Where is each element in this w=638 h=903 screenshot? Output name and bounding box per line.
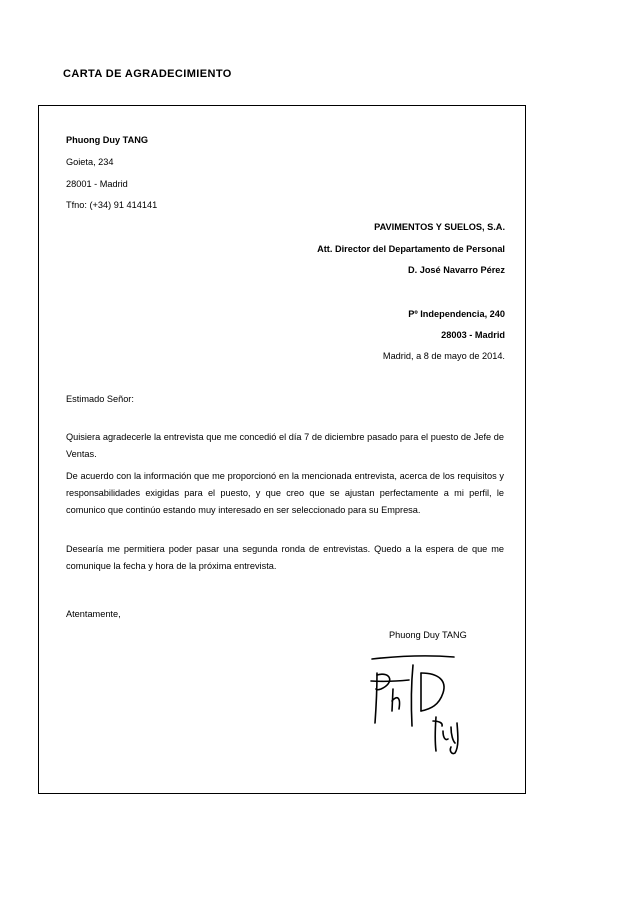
sender-phone: Tfno: (+34) 91 414141 (66, 200, 158, 210)
letter-frame (38, 105, 526, 794)
handwritten-signature (369, 651, 469, 756)
recipient-attention: Att. Director del Departamento de Personal (317, 244, 505, 254)
sender-name: Phuong Duy TANG (66, 135, 148, 145)
sender-city: 28001 - Madrid (66, 179, 128, 189)
closing: Atentamente, (66, 609, 121, 619)
salutation: Estimado Señor: (66, 394, 134, 404)
recipient-company: PAVIMENTOS Y SUELOS, S.A. (374, 222, 505, 232)
date-line: Madrid, a 8 de mayo de 2014. (382, 351, 505, 361)
sender-street: Goieta, 234 (66, 157, 114, 167)
body-paragraph-2: De acuerdo con la información que me proporcionó en la mencionada entrevista, acerca de los requisitos y responsabilidades exigidas para el puesto, y que creo que se ajustan perfectamente a mi perfil, le comunico que continúo estando muy interesado en ser seleccionado para su Empresa. (66, 471, 504, 515)
recipient-person: D. José Navarro Pérez (407, 265, 505, 275)
recipient-street: Pº Independencia, 240 (408, 309, 505, 319)
body-paragraph-3: Desearía me permitiera poder pasar una segunda ronda de entrevistas. Quedo a la espera de que me comunique la fecha y hora de la próxima entrevista. (66, 544, 504, 571)
recipient-city: 28003 - Madrid (441, 330, 505, 340)
signature-name: Phuong Duy TANG (389, 630, 467, 640)
body-paragraph-1: Quisiera agradecerle la entrevista que me concedió el día 7 de diciembre pasado para el puesto de Jefe de Ventas. (66, 432, 504, 459)
letter-heading: CARTA DE AGRADECIMIENTO (63, 68, 232, 80)
